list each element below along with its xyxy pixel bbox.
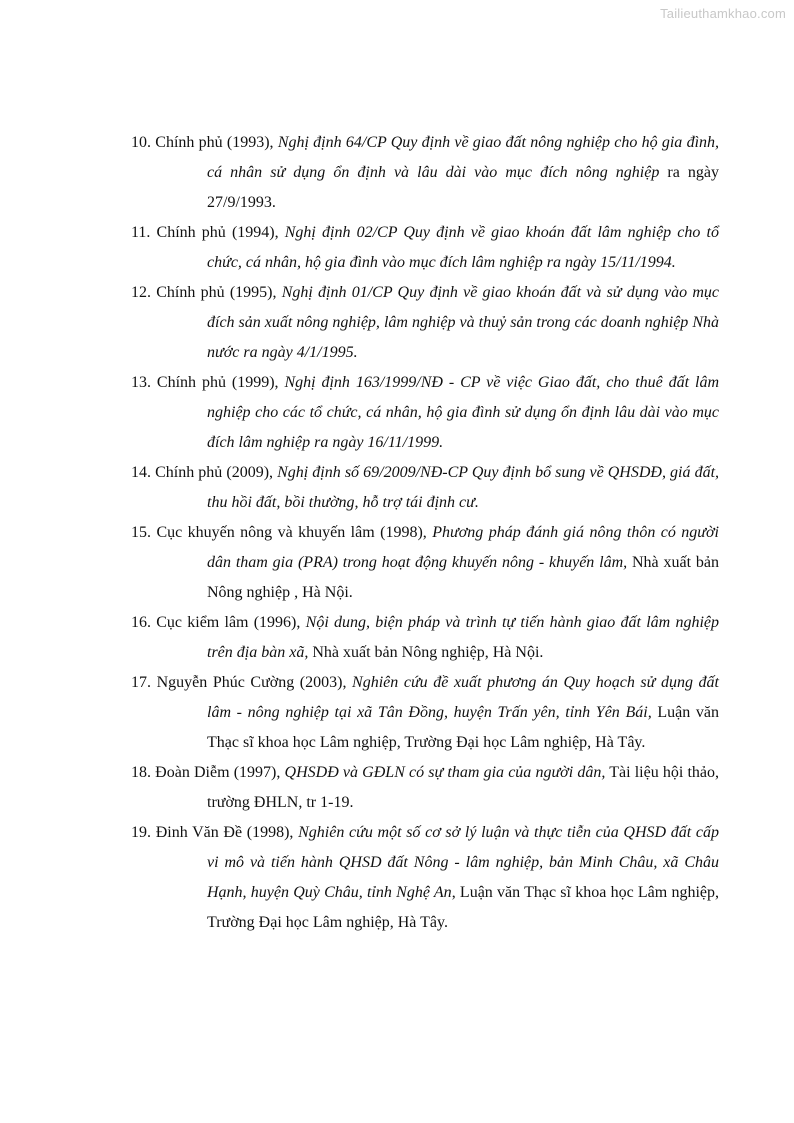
reference-details: , Luận văn Thạc sĩ khoa học Lâm nghiệp, Trường Đại học Lâm nghiệp, Hà Tây. <box>207 884 720 931</box>
reference-author: Chính phủ (1994), <box>156 224 285 241</box>
reference-number: 15. <box>131 524 157 541</box>
reference-number: 11. <box>131 224 157 241</box>
reference-details: ra ngày 27/9/1993. <box>207 164 720 211</box>
reference-author: Cục khuyến nông và khuyến lâm (1998), <box>156 524 433 541</box>
reference-number: 16. <box>131 614 157 631</box>
reference-item <box>131 608 719 668</box>
watermark-text: Tailieuthamkhao.com <box>660 6 786 21</box>
reference-title: Nghị định 163/1999/NĐ - CP về việc Giao đất, cho thuê đất lâm nghiệp cho các tổ chức, cá nhân, hộ gia đình sử dụng ổn định lâu dài vào mục đích lâm nghiệp ra ngày 16/11/1999. <box>207 374 720 451</box>
reference-item <box>131 278 719 368</box>
reference-item <box>131 818 719 938</box>
reference-details: Luận văn Thạc sĩ khoa học Lâm nghiệp, Trường Đại học Lâm nghiệp, Hà Tây. <box>207 704 720 751</box>
reference-author: Đoàn Diễm (1997), <box>155 764 285 781</box>
reference-item <box>131 758 719 818</box>
reference-title: Phương pháp đánh giá nông thôn có người dân tham gia (PRA) trong hoạt động khuyến nông - khuyến lâm, <box>207 524 720 571</box>
reference-number: 14. <box>131 464 156 481</box>
reference-author: Cục kiểm lâm (1996), <box>156 614 306 631</box>
reference-number: 18. <box>131 764 156 781</box>
reference-item <box>131 518 719 608</box>
reference-details: Nhà xuất bản Nông nghiệp, Hà Nội. <box>308 644 544 661</box>
reference-title: Nội dung, biện pháp và trình tự tiến hành giao đất lâm nghiệp trên địa bàn xã, <box>207 614 720 661</box>
reference-title: QHSDĐ và GĐLN có sự tham gia của người dân, <box>284 764 606 781</box>
reference-author: Nguyễn Phúc Cường (2003), <box>156 674 353 691</box>
reference-title: Nghị định 01/CP Quy định về giao khoán đất và sử dụng vào mục đích sản xuất nông nghiệp, lâm nghiệp và thuỷ sản trong các doanh nghiệp Nhà nước ra ngày 4/1/1995. <box>207 284 719 361</box>
reference-number: 19. <box>131 824 156 841</box>
reference-author: Chính phủ (1999), <box>156 374 285 391</box>
reference-title: Nghiên cứu đề xuất phương án Quy hoạch sử dụng đất lâm - nông nghiệp tại xã Tân Đồng, huyện Trấn yên, tỉnh Yên Bái, <box>207 674 719 721</box>
reference-author: Chính phủ (1993), <box>155 134 278 151</box>
reference-item <box>131 218 719 278</box>
reference-number: 10. <box>131 134 156 151</box>
reference-number: 13. <box>131 374 157 391</box>
reference-number: 12. <box>131 284 157 301</box>
reference-item <box>131 458 719 518</box>
reference-details: Tài liệu hội thảo, trường ĐHLN, tr 1-19. <box>207 764 720 811</box>
reference-item <box>131 668 719 758</box>
reference-item <box>131 128 719 218</box>
reference-number: 17. <box>131 674 157 691</box>
reference-list <box>131 128 719 938</box>
reference-author: Chính phủ (1995), <box>156 284 282 301</box>
reference-title: Nghị định 64/CP Quy định về giao đất nông nghiệp cho hộ gia đình, cá nhân sử dụng ổn định và lâu dài vào mục đích nông nghiệp <box>207 134 720 181</box>
reference-author: Đinh Văn Đề (1998), <box>155 824 299 841</box>
reference-title: Nghị định 02/CP Quy định về giao khoán đất lâm nghiệp cho tổ chức, cá nhân, hộ gia đình vào mục đích lâm nghiệp ra ngày 15/11/1994. <box>207 224 719 271</box>
reference-item <box>131 368 719 458</box>
reference-details: Nhà xuất bản Nông nghiệp , Hà Nội. <box>207 554 719 601</box>
reference-title: Nghị định số 69/2009/NĐ-CP Quy định bổ sung về QHSDĐ, giá đất, thu hồi đất, bồi thường, hỗ trợ tái định cư. <box>207 464 720 511</box>
reference-author: Chính phủ (2009), <box>155 464 278 481</box>
reference-title: Nghiên cứu một số cơ sở lý luận và thực tiễn của QHSD đất cấp vi mô và tiến hành QHSD đất Nông - lâm nghiệp, bản Minh Châu, xã Châu Hạnh, huyện Quỳ Châu, tỉnh Nghệ An <box>207 824 720 901</box>
